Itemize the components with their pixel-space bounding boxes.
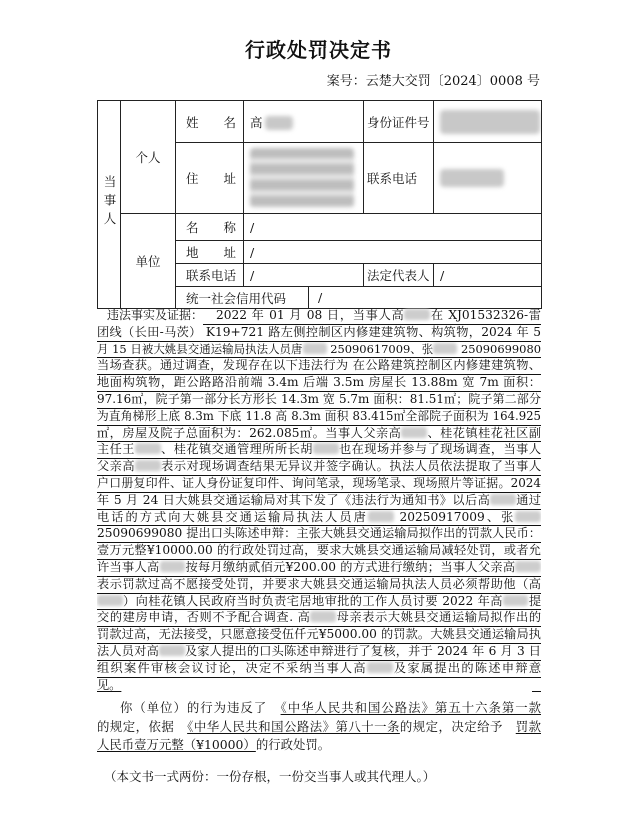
facts-line xyxy=(97,644,541,661)
filled-field-text: 《中华人民共和国公路法》第八十一条 xyxy=(187,718,400,734)
unit-address-label-cell xyxy=(176,241,244,264)
facts-line xyxy=(97,678,541,695)
filled-field-text: 人民币壹万元整（¥10000） xyxy=(97,737,256,752)
redacted-name-block xyxy=(160,561,186,572)
redacted-name-block xyxy=(97,595,123,606)
text-segment: 为直角梯形上底 8.3m 下底 11.8 高 8.3m 面积 83.415㎡全部院子面积为 164.925 xyxy=(97,408,541,423)
party-label-cell xyxy=(98,101,121,309)
facts-line xyxy=(97,392,541,409)
credit-code-value-cell xyxy=(309,287,542,309)
text-segment: 、桂花镇桂花社区副 xyxy=(426,425,541,440)
address-value-cell xyxy=(244,143,364,214)
credit-code-label-cell xyxy=(176,287,309,309)
text-segment: 当场查获。通过调查，发现存在以下违法行为 在公路建筑控制区内修建建筑物、 xyxy=(97,358,541,373)
redacted-name-block xyxy=(515,561,541,572)
unit-address-label: 地 址 xyxy=(186,245,237,260)
facts-line xyxy=(97,409,541,426)
facts-line xyxy=(97,459,541,476)
text-segment: 罚款过高，无法接受，只愿意接受伍仟元¥5000.00 的罚款。大姚县交通运输局执 xyxy=(97,627,541,642)
name-value: 高 xyxy=(250,114,263,130)
facts-line-text xyxy=(97,577,541,594)
individual-label-cell xyxy=(121,101,176,214)
text-segment: ㎡，房屋及院子总面积为：262.085㎡。当事人父亲高 xyxy=(97,425,402,440)
party-info-table xyxy=(97,100,542,309)
facts-line xyxy=(97,426,541,443)
decision-line-text xyxy=(120,699,541,718)
facts-line xyxy=(97,627,541,644)
facts-line xyxy=(97,577,541,594)
redacted-name-block xyxy=(368,511,394,522)
decision-line xyxy=(97,718,541,737)
text-segment: 组织案件审核会议讨论，决定不采纳当事人高 xyxy=(97,660,367,675)
facts-line-text xyxy=(97,560,541,577)
redacted-name-block xyxy=(490,494,516,505)
facts-line-text xyxy=(97,510,541,527)
facts-line xyxy=(97,308,541,325)
unit-phone-label: 联系电话 xyxy=(186,268,237,283)
redacted-name-block xyxy=(313,443,339,454)
legal-rep-value: / xyxy=(440,267,445,283)
facts-line xyxy=(97,526,541,543)
text-segment: 表示对现场调查结果无异议并签字确认。执法人员依法提取了当事人 xyxy=(160,459,541,474)
facts-label: 违法事实及证据： xyxy=(107,308,204,322)
id-value-cell xyxy=(434,101,542,143)
facts-line xyxy=(97,510,541,527)
facts-line xyxy=(97,342,541,359)
filled-field-text: 罚款 xyxy=(515,718,541,734)
name-label: 姓 名 xyxy=(186,114,237,130)
facts-line-text xyxy=(97,476,541,493)
redacted-name-block xyxy=(404,309,430,320)
redacted-phone-block xyxy=(440,169,504,187)
facts-line xyxy=(97,543,541,560)
legal-rep-label-cell xyxy=(364,264,434,287)
unit-label: 单位 xyxy=(135,254,161,269)
facts-line-text xyxy=(97,627,541,644)
text-segment: 、桂花镇交通管理所所长胡 xyxy=(160,442,313,457)
unit-name-value-cell xyxy=(244,214,542,241)
facts-line-text xyxy=(97,678,541,694)
decision-line xyxy=(97,736,541,755)
address-label: 住 址 xyxy=(186,171,237,186)
facts-line-text xyxy=(97,409,541,426)
id-label-cell xyxy=(364,101,434,143)
text-segment: 提 xyxy=(528,593,541,608)
text-segment: 在 XJ01532326-雷 xyxy=(430,308,541,322)
credit-code-label: 统一社会信用代码 xyxy=(186,290,287,306)
text-segment: 及家人提出的口头陈述申辩进行了复核，并于 2024 年 6 月 3 日 xyxy=(184,643,541,658)
text-segment: 25090699080 提出口头陈述申辩：主张大姚县交通运输局拟作出的罚款人民币： xyxy=(97,526,541,541)
text-segment: 表示罚款过高不愿接受处罚，并要求大姚县交通运输局执法人员必须帮助他（高 xyxy=(97,576,541,591)
phone-label: 联系电话 xyxy=(367,171,418,186)
unit-label-cell xyxy=(121,214,176,309)
individual-label: 个人 xyxy=(135,150,161,165)
violation-facts-section xyxy=(97,308,541,694)
facts-line xyxy=(97,661,541,678)
phone-value-cell xyxy=(434,143,542,214)
redacted-name-block xyxy=(310,611,336,622)
redacted-name-block xyxy=(515,511,541,522)
redacted-address-block xyxy=(250,148,354,208)
facts-line-text xyxy=(97,493,541,510)
text-segment: 主任王 xyxy=(97,442,135,457)
id-number-label: 身份证件号 xyxy=(367,114,430,130)
text-segment: 电话的方式向大姚县交通运输局执法人员唐 xyxy=(97,509,368,524)
unit-address-value-cell xyxy=(244,241,542,264)
text-segment: 年 5 月 24 日大姚县交通运输局对其下发了《违法行为通知书》以后高 xyxy=(97,492,491,507)
redacted-name-block xyxy=(159,645,185,656)
unit-name-value: / xyxy=(250,219,255,235)
document-title: 行政处罚决定书 xyxy=(245,38,392,62)
facts-line xyxy=(97,560,541,577)
facts-line-text xyxy=(97,661,541,678)
facts-line-text xyxy=(97,392,541,409)
facts-line-text xyxy=(97,325,541,342)
facts-line-text xyxy=(97,375,541,392)
facts-line-text xyxy=(97,526,541,543)
facts-line xyxy=(97,325,541,342)
text-segment: 通过 xyxy=(515,492,541,507)
facts-line-text xyxy=(97,426,541,443)
redacted-name-block xyxy=(135,443,161,454)
text-segment: 按每月缴纳贰佰元¥200.00 的方式进行缴纳；当事人父亲高 xyxy=(185,559,516,574)
unit-name-label: 名 称 xyxy=(186,220,237,235)
facts-line-text xyxy=(97,342,541,359)
text-segment: 25090617009、张 xyxy=(326,341,434,356)
facts-line-text xyxy=(97,442,541,459)
text-segment: 97.16㎡，院子第一部分长方形长 14.3m 宽 5.7m 面积：81.51㎡；院子第二部分 xyxy=(97,391,541,406)
text-segment: 2022 年 01 月 08 日，当事人高 xyxy=(203,308,405,322)
facts-line-text xyxy=(203,308,541,325)
facts-line xyxy=(97,594,541,611)
legal-rep-label: 法定代表人 xyxy=(367,268,430,283)
text-segment: 月 15 日被大姚县交通运输局执法人员唐 xyxy=(97,341,303,356)
penalty-decision-section xyxy=(97,699,541,755)
case-number: 案号：云楚大交罚〔2024〕0008 号 xyxy=(326,74,540,89)
copies-footnote: （本文书一式两份：一份存根，一份交当事人或其代理人。） xyxy=(104,769,436,784)
phone-label-cell xyxy=(364,143,434,214)
facts-line-text xyxy=(97,594,541,611)
unit-phone-value: / xyxy=(250,267,255,283)
text-segment: 交的建房申请，否则不予配合调查. 高 xyxy=(97,610,311,625)
text-segment: 的规定，决定给予 xyxy=(399,718,516,734)
facts-line-text xyxy=(97,459,541,476)
text-segment: 见。 xyxy=(97,677,122,692)
unit-address-value: / xyxy=(250,244,255,260)
text-segment: 的行政处罚。 xyxy=(255,737,331,752)
text-segment: 法人员对高 xyxy=(97,643,160,658)
facts-line-text xyxy=(97,543,541,560)
text-segment: 也在现场并参与了现场调查，当事人 xyxy=(338,442,541,457)
name-value-cell xyxy=(244,101,364,143)
text-segment: 20250917009、张 xyxy=(393,509,516,524)
party-label: 当事人 xyxy=(102,175,117,231)
unit-phone-label-cell xyxy=(176,264,244,287)
decision-line-text xyxy=(97,718,541,737)
redacted-name-block xyxy=(433,343,457,354)
redacted-name-block xyxy=(135,460,161,471)
redacted-name-block xyxy=(367,662,393,673)
text-segment: 团线（长田-马茨） K19+721 路左侧控制区内修建建筑物、构筑物，2024 年 5 xyxy=(97,324,541,339)
redacted-name-block xyxy=(303,343,327,354)
text-segment: 许当事人高 xyxy=(97,559,160,574)
text-segment: ）向桂花镇人民政府当时负责宅居地审批的工作人员讨要 2022 年高 xyxy=(122,593,503,608)
facts-line xyxy=(97,610,541,627)
facts-line xyxy=(97,493,541,510)
facts-line xyxy=(97,358,541,375)
table-row xyxy=(98,214,542,241)
facts-line xyxy=(97,375,541,392)
redacted-name-block xyxy=(401,427,427,438)
text-segment: 25090699080 xyxy=(457,341,541,356)
decision-line-text xyxy=(97,736,541,755)
redacted-name-block xyxy=(503,595,529,606)
unit-phone-value-cell xyxy=(244,264,364,287)
text-segment: 及家属提出的陈述申辩意 xyxy=(392,660,541,675)
redacted-id-number-block xyxy=(440,110,540,134)
name-label-cell xyxy=(176,101,244,143)
text-segment: 母亲表示大姚县交通运输局拟作出的 xyxy=(336,610,541,625)
text-segment: 地面构筑物，距公路路沿前端 3.4m 后端 3.5m 房屋长 13.88m 宽 7m 面积： xyxy=(97,375,541,390)
facts-line-text xyxy=(97,610,541,627)
facts-line xyxy=(97,476,541,493)
filled-field-text: 《中华人民共和国公路法》第五十六条第一款 xyxy=(280,700,541,715)
facts-line-text xyxy=(97,358,541,375)
unit-name-label-cell xyxy=(176,214,244,241)
legal-rep-value-cell xyxy=(434,264,542,287)
text-segment: 你（单位）的行为违反了 xyxy=(120,700,281,715)
text-segment: 壹万元整¥10000.00 的行政处罚过高，要求大姚县交通运输局减轻处罚，或者允 xyxy=(97,543,541,558)
decision-line xyxy=(97,699,541,718)
text-segment: 户口册复印件、证人身份证复印件、询问笔录，现场笔录、现场照片等证据。2024 xyxy=(97,475,541,490)
facts-line xyxy=(97,442,541,459)
redacted-name-block xyxy=(265,116,293,130)
text-segment: 父亲高 xyxy=(97,459,136,474)
facts-line-text xyxy=(97,644,541,661)
address-label-cell xyxy=(176,143,244,214)
table-row xyxy=(98,101,542,143)
credit-code-value: / xyxy=(318,290,323,305)
text-segment: 的规定，依据 xyxy=(97,718,188,734)
